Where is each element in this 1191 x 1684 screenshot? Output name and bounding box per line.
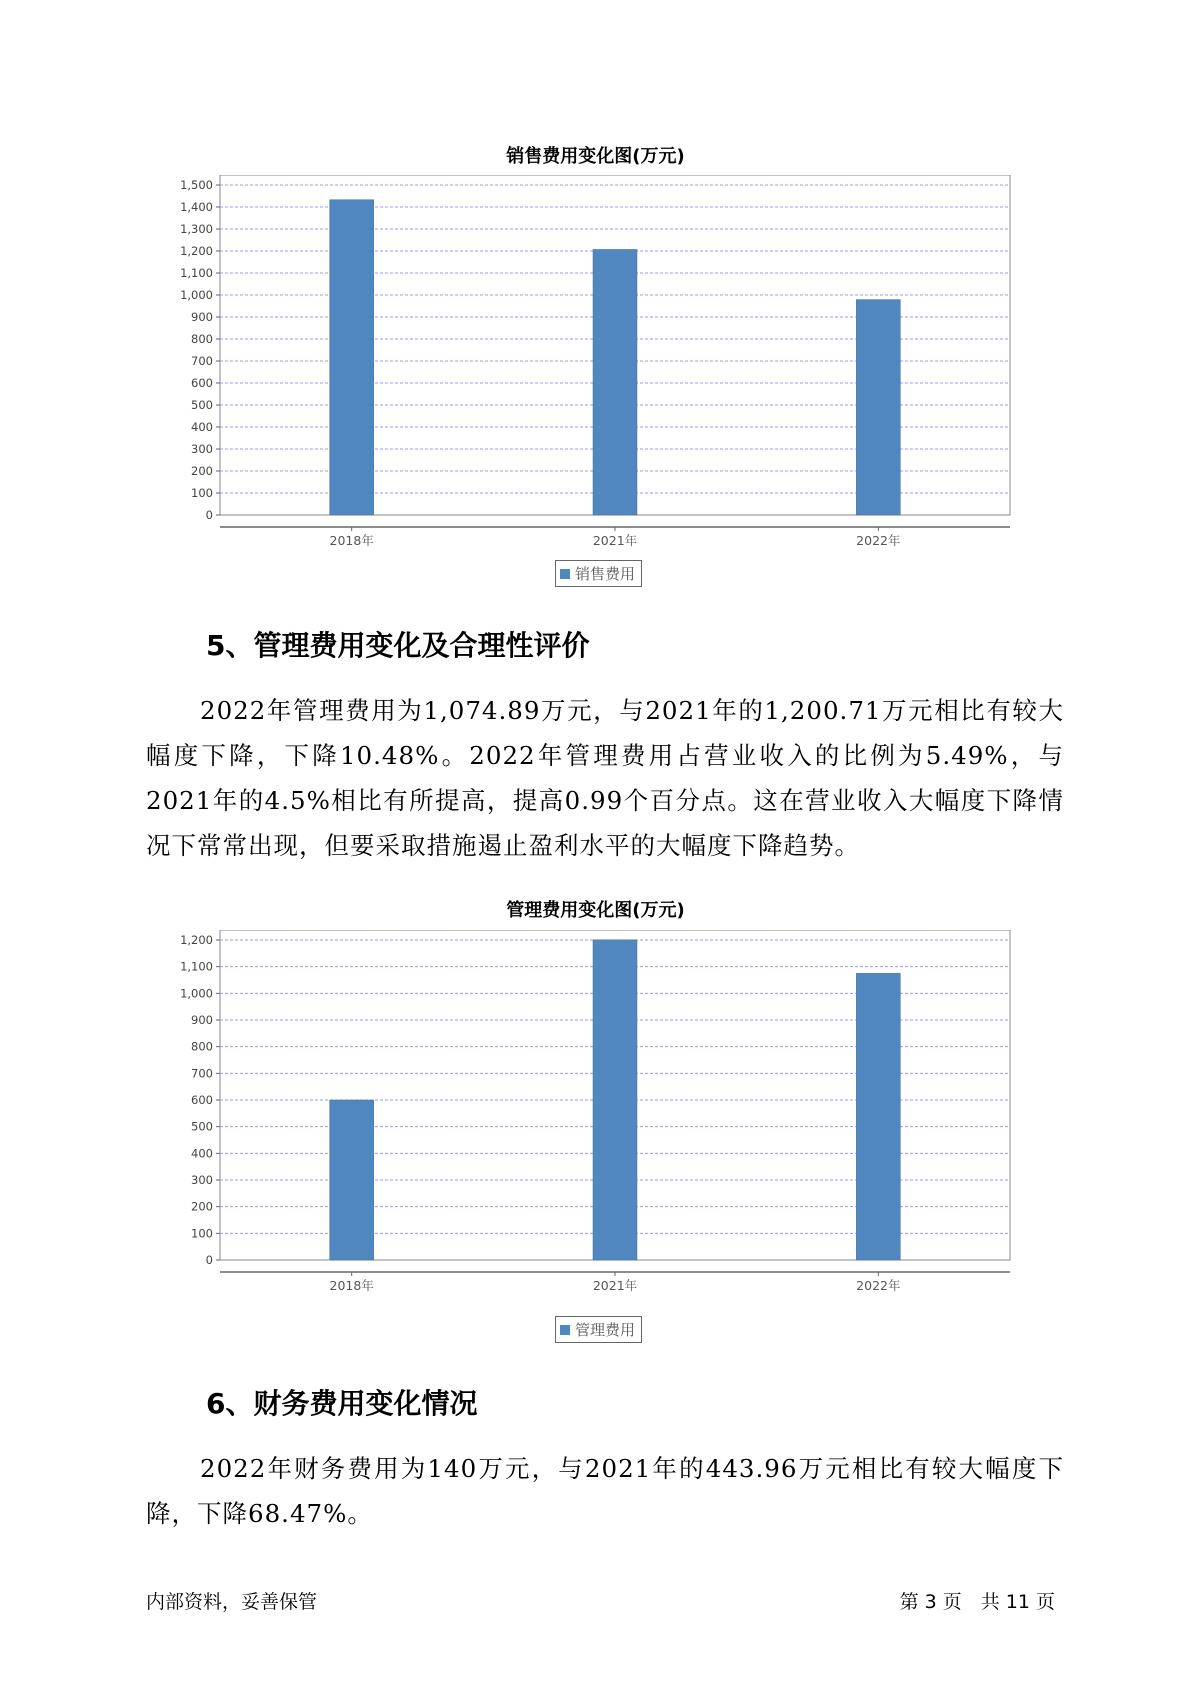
- x-tick-label: 2018年: [329, 1278, 374, 1293]
- sales-expense-chart: [150, 175, 1020, 575]
- y-tick-label: 400: [191, 420, 213, 434]
- y-tick-label: 400: [191, 1146, 213, 1161]
- y-tick-label: 500: [191, 1119, 213, 1134]
- y-tick-label: 800: [191, 332, 213, 346]
- x-tick-label: 2022年: [856, 533, 901, 548]
- section-5-paragraph: 2022年管理费用为1,074.89万元，与2021年的1,200.71万元相比有较大幅度下降，下降10.48%。2022年管理费用占营业收入的比例为5.49%，与2021年的4.5%相比有所提高，提高0.99个百分点。这在营业收入大幅度下降情况下常常出现，但要采取措施遏止盈利水平的大幅度下降趋势。: [146, 696, 1064, 860]
- y-tick-label: 700: [191, 354, 213, 368]
- y-tick-label: 900: [191, 310, 213, 324]
- y-tick-label: 200: [191, 1199, 213, 1214]
- y-tick-label: 1,300: [180, 222, 213, 236]
- x-tick-label: 2021年: [592, 533, 638, 548]
- bar: [856, 300, 900, 515]
- y-tick-label: 1,200: [180, 244, 213, 258]
- management-expense-chart: [150, 930, 1020, 1330]
- footer-left: 内部资料，妥善保管: [146, 1591, 318, 1613]
- bar: [330, 200, 374, 515]
- bar: [593, 940, 637, 1260]
- y-tick-label: 200: [191, 464, 213, 478]
- y-tick-label: 1,000: [180, 288, 213, 302]
- y-tick-label: 800: [191, 1039, 213, 1054]
- y-tick-label: 600: [191, 1093, 213, 1107]
- x-tick-label: 2018年: [329, 533, 374, 548]
- bar: [593, 249, 637, 515]
- bar: [856, 973, 900, 1260]
- y-tick-label: 600: [191, 376, 213, 390]
- y-tick-label: 1,400: [180, 200, 213, 214]
- chart-title-management: 管理费用变化图(万元): [506, 900, 685, 921]
- legend-swatch: [560, 1325, 570, 1335]
- bar: [330, 1100, 374, 1260]
- y-tick-label: 900: [191, 1013, 213, 1027]
- y-tick-label: 0: [205, 508, 213, 522]
- y-tick-label: 1,000: [180, 986, 213, 1001]
- y-tick-label: 1,500: [180, 178, 213, 192]
- y-tick-label: 1,200: [180, 933, 213, 947]
- y-tick-label: 300: [191, 1173, 213, 1187]
- legend-label: 销售费用: [575, 565, 636, 583]
- legend-swatch: [560, 569, 570, 579]
- y-tick-label: 500: [191, 398, 213, 412]
- chart-title-sales: 销售费用变化图(万元): [506, 146, 685, 167]
- y-tick-label: 1,100: [180, 959, 213, 974]
- y-tick-label: 300: [191, 442, 213, 456]
- y-tick-label: 100: [191, 1226, 213, 1241]
- x-tick-label: 2022年: [856, 1278, 901, 1293]
- legend-sales: [555, 560, 642, 587]
- y-tick-label: 0: [205, 1253, 213, 1267]
- y-tick-label: 1,100: [180, 266, 213, 280]
- section-6-heading: 6、财务费用变化情况: [206, 1387, 478, 1420]
- y-tick-label: 100: [191, 486, 213, 500]
- section-5-heading: 5、管理费用变化及合理性评价: [206, 629, 590, 662]
- footer-page-number: 第 3 页 共 11 页: [899, 1591, 1055, 1613]
- legend-management: [555, 1316, 642, 1343]
- section-6-paragraph: 2022年财务费用为140万元，与2021年的443.96万元相比有较大幅度下降，下降68.47%。: [146, 1454, 1064, 1528]
- y-tick-label: 700: [191, 1066, 213, 1081]
- x-tick-label: 2021年: [592, 1278, 638, 1293]
- legend-label: 管理费用: [575, 1321, 636, 1339]
